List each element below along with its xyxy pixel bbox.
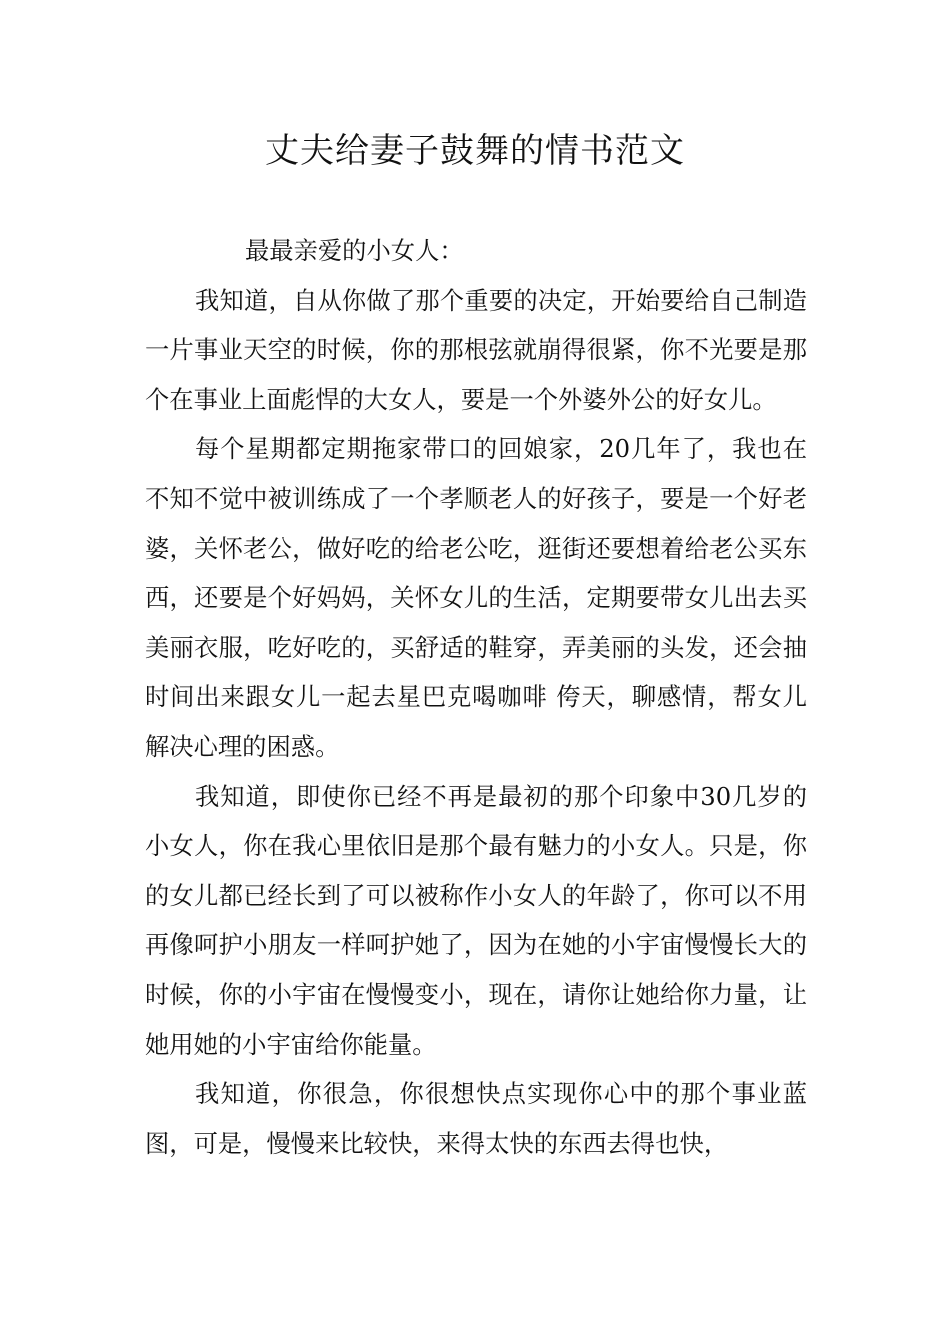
paragraph-3: 我知道，即使你已经不再是最初的那个印象中30几岁的小女人，你在我心里依旧是那个最有魅力的小女人。只是，你的女儿都已经长到了可以被称作小女人的年龄了，你可以不用再像呵护小朋友一样呵护她了，因为在她的小宇宙慢慢长大的时候，你的小宇宙在慢慢变小，现在，请你让她给你力量，让她用她的小宇宙给你能量。 <box>145 781 807 1059</box>
letter-body <box>145 226 807 1168</box>
paragraph-1: 我知道，自从你做了那个重要的决定，开始要给自己制造一片事业天空的时候，你的那根弦就崩得很紧，你不光要是那个在事业上面彪悍的大女人，要是一个外婆外公的好女儿。 <box>145 285 807 414</box>
document-title: 丈夫给妻子鼓舞的情书范文 <box>265 131 685 171</box>
paragraph-2: 每个星期都定期拖家带口的回娘家，20几年了，我也在不知不觉中被训练成了一个孝顺老人的好孩子，要是一个好老婆，关怀老公，做好吃的给老公吃，逛街还要想着给老公买东西，还要是个好妈妈，关怀女儿的生活，定期要带女儿出去买美丽衣服，吃好吃的，买舒适的鞋穿，弄美丽的头发，还会抽时间出来跟女儿一起去星巴克喝咖啡 侉天，聊感情，帮女儿解决心理的困惑。 <box>145 434 807 761</box>
salutation: 最最亲爱的小女人： <box>245 236 464 265</box>
paragraph-4: 我知道，你很急，你很想快点实现你心中的那个事业蓝图，可是，慢慢来比较快，来得太快的东西去得也快， <box>145 1079 807 1158</box>
